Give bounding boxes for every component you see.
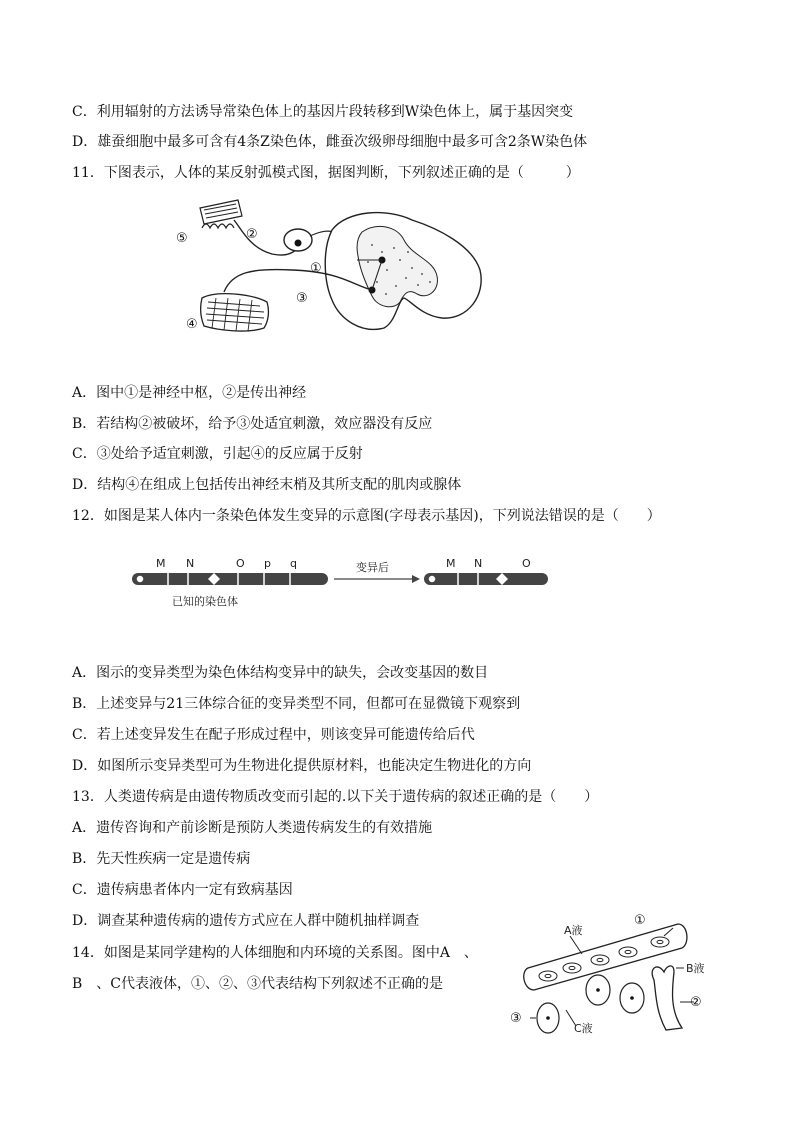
label-a-fluid: A液	[564, 924, 583, 937]
label-c-fluid: C液	[574, 1022, 593, 1035]
chromosome-after	[424, 573, 548, 585]
chromosome-caption: 已知的染色体	[172, 595, 238, 608]
option-d-q13: D．调查某种遗传病的遗传方式应在人群中随机抽样调查	[72, 913, 420, 929]
gene-p-before: p	[264, 557, 271, 570]
chromosome-diagram	[128, 555, 558, 615]
option-a-q11: A．图中①是神经中枢，②是传出神经	[72, 385, 307, 401]
option-b-q12: B．上述变异与21三体综合征的变异类型不同，但都可在显微镜下观察到	[72, 696, 521, 712]
question-14-line2: B 、C代表液体，①、②、③代表结构下列叙述不正确的是	[72, 976, 443, 992]
spinal-cord	[325, 213, 481, 330]
gene-N-before: N	[186, 557, 195, 570]
label-structure-1: ①	[634, 913, 646, 928]
arrow-label: 变异后	[356, 561, 389, 574]
gene-q-before: q	[290, 557, 297, 570]
reflex-arc-diagram	[172, 190, 492, 340]
option-c-q13: C．遗传病患者体内一定有致病基因	[72, 882, 293, 898]
receptor-skin	[200, 200, 242, 228]
option-d-q12: D．如图所示变异类型可为生物进化提供原材料，也能决定生物进化的方向	[72, 758, 532, 774]
question-11: 11．下图表示，人体的某反射弧模式图，据图判断，下列叙述正确的是（ ）	[72, 165, 580, 181]
option-d-q10: D．雄蚕细胞中最多可含有4条Z染色体，雌蚕次级卵母细胞中最多可含2条W染色体	[72, 134, 588, 150]
option-d-q11: D．结构④在组成上包括传出神经末梢及其所支配的肌肉或腺体	[72, 477, 462, 493]
gene-O-before: O	[236, 557, 245, 570]
label-structure-3: ③	[510, 1011, 522, 1026]
gene-O-after: O	[522, 557, 531, 570]
option-a-q13: A．遗传咨询和产前诊断是预防人类遗传病发生的有效措施	[72, 820, 433, 836]
gene-M-after: M	[446, 557, 456, 570]
option-c-q12: C．若上述变异发生在配子形成过程中，则该变异可能遗传给后代	[72, 727, 475, 743]
lymph-vessel	[652, 966, 682, 1030]
label-4: ④	[186, 317, 198, 332]
question-13: 13．人类遗传病是由遗传物质改变而引起的.以下关于遗传病的叙述正确的是（ ）	[72, 789, 599, 805]
chromosome-before	[132, 573, 328, 585]
label-2: ②	[246, 227, 258, 242]
mutation-arrow	[334, 575, 420, 583]
label-structure-2: ②	[690, 995, 702, 1010]
option-b-q11: B．若结构②被破坏，给予③处适宜刺激，效应器没有反应	[72, 416, 433, 432]
label-1: ①	[310, 261, 322, 276]
gene-N-after: N	[474, 557, 483, 570]
label-b-fluid: B液	[686, 962, 705, 975]
option-c-q10: C．利用辐射的方法诱导常染色体上的基因片段转移到W染色体上，属于基因突变	[72, 104, 574, 120]
question-12: 12．如图是某人体内一条染色体发生变异的示意图(字母表示基因)，下列说法错误的是（ ）	[72, 508, 661, 524]
internal-environment-diagram	[508, 910, 708, 1035]
option-b-q13: B．先天性疾病一定是遗传病	[72, 851, 251, 867]
label-5: ⑤	[176, 231, 188, 246]
option-c-q11: C．③处给予适宜刺激，引起④的反应属于反射	[72, 446, 363, 462]
effector-muscle	[201, 294, 269, 331]
label-3: ③	[296, 291, 308, 306]
option-a-q12: A．图示的变异类型为染色体结构变异中的缺失，会改变基因的数目	[72, 665, 489, 681]
gene-M-before: M	[156, 557, 166, 570]
question-14-line1: 14．如图是某同学建构的人体细胞和内环境的关系图。图中A 、	[72, 945, 478, 961]
